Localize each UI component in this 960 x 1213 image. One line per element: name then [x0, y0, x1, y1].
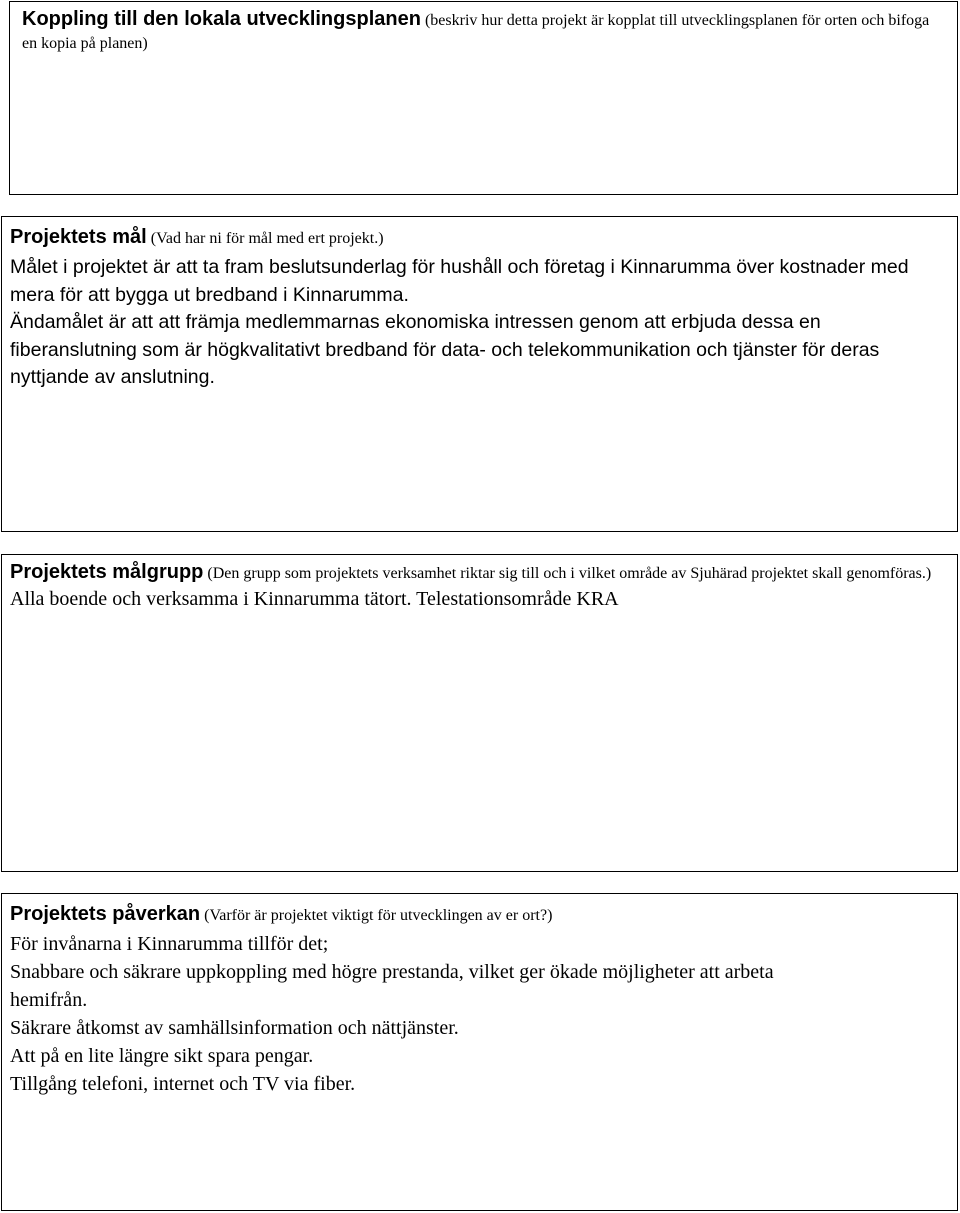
- section-heading: [10, 223, 949, 253]
- goal-paragraph: Målet i projektet är att ta fram beslutsunderlag för hushåll och företag i Kinnarumma över kostnader med mera för att bygga ut bredband i Kinnarumma.: [10, 256, 909, 306]
- impact-line: Säkrare åtkomst av samhällsinformation och nättjänster.: [10, 1017, 459, 1039]
- impact-line: Tillgång telefoni, internet och TV via fiber.: [10, 1073, 356, 1095]
- target-group-paragraph: Alla boende och verksamma i Kinnarumma tätort. Telestationsområde KRA: [10, 588, 619, 610]
- section-note: (Den grupp som projektets verksamhet riktar sig till och i vilket område av Sjuhärad projektet skall genomföras.): [207, 565, 932, 582]
- purpose-paragraph: Ändamålet är att att främja medlemmarnas ekonomiska intressen genom att erbjuda dessa en fiberanslutning som är högkvalitativt bredband för data- och telekommunikation och tjänster för deras nyttjande av anslutning.: [10, 311, 880, 388]
- section-note: (beskriv hur detta projekt är kopplat till utvecklingsplanen för orten och bifoga en kopia på planen): [22, 12, 930, 52]
- section-note: (Vad har ni för mål med ert projekt.): [150, 230, 384, 247]
- section-title: Projektets målgrupp: [10, 561, 204, 583]
- impact-line: Att på en lite längre sikt spara pengar.: [10, 1045, 314, 1067]
- section-heading: [10, 900, 949, 930]
- section-project-goal: [1, 216, 958, 532]
- section-development-plan: [9, 1, 958, 195]
- section-target-group: [1, 554, 958, 872]
- impact-line: Snabbare och säkrare uppkoppling med högre prestanda, vilket ger ökade möjligheter att arbeta hemifrån.: [10, 961, 774, 1011]
- section-title: Projektets mål: [10, 226, 147, 248]
- section-heading: [22, 8, 947, 55]
- impact-line: För invånarna i Kinnarumma tillför det;: [10, 933, 329, 955]
- section-title: Projektets påverkan: [10, 903, 201, 925]
- section-note: (Varför är projektet viktigt för utvecklingen av er ort?): [204, 907, 553, 924]
- section-title: Koppling till den lokala utvecklingsplanen: [22, 8, 421, 30]
- section-project-impact: [1, 893, 958, 1211]
- section-heading: [10, 561, 949, 585]
